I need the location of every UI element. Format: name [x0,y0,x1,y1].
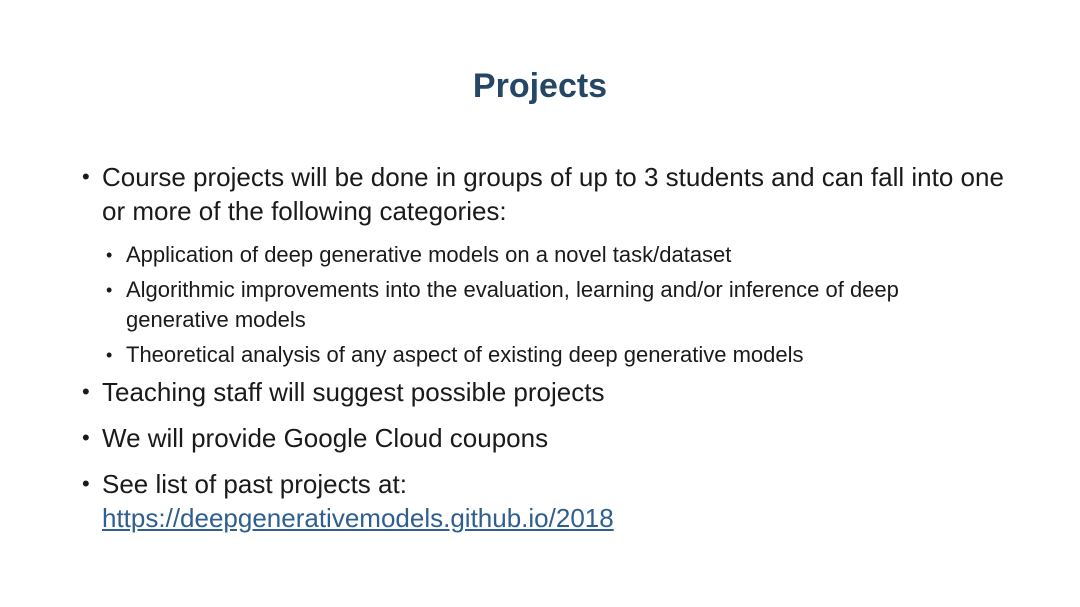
bullet-item-4-label: See list of past projects at: [102,469,407,499]
bullet-item-1-text: Course projects will be done in groups of up to 3 students and can fall into one or more of the following categories: [102,162,1004,226]
bullet-item-4-text [102,467,614,535]
bullet-item-1 [82,160,1030,370]
bullet-icon: • [82,471,90,496]
bullet-icon: • [106,245,113,265]
bullet-list [0,160,1080,535]
sub-bullet-item-1-text: Application of deep generative models on a novel task/dataset [126,242,732,267]
bullet-item-2 [82,375,1030,409]
bullet-icon: • [82,379,90,404]
slide-title: Projects [472,67,608,105]
bullet-icon: • [82,425,90,450]
sub-bullet-item-2-text: Algorithmic improvements into the evaluation, learning and/or inference of deep generative models [126,277,899,332]
bullet-icon: • [82,164,90,189]
bullet-item-3-text: We will provide Google Cloud coupons [102,423,549,453]
sub-bullet-list [106,240,1030,370]
bullet-item-2-text: Teaching staff will suggest possible projects [102,377,605,407]
sub-bullet-item-1 [106,240,1030,270]
past-projects-link[interactable]: https://deepgenerativemodels.github.io/2018 [102,503,614,533]
sub-bullet-item-2 [106,275,1030,335]
bullet-icon: • [106,280,113,300]
sub-bullet-item-3 [106,340,1030,370]
bullet-item-3 [82,421,1030,455]
bullet-icon: • [106,345,113,365]
sub-bullet-item-3-text: Theoretical analysis of any aspect of existing deep generative models [126,342,804,367]
bullet-item-4 [82,467,1030,535]
